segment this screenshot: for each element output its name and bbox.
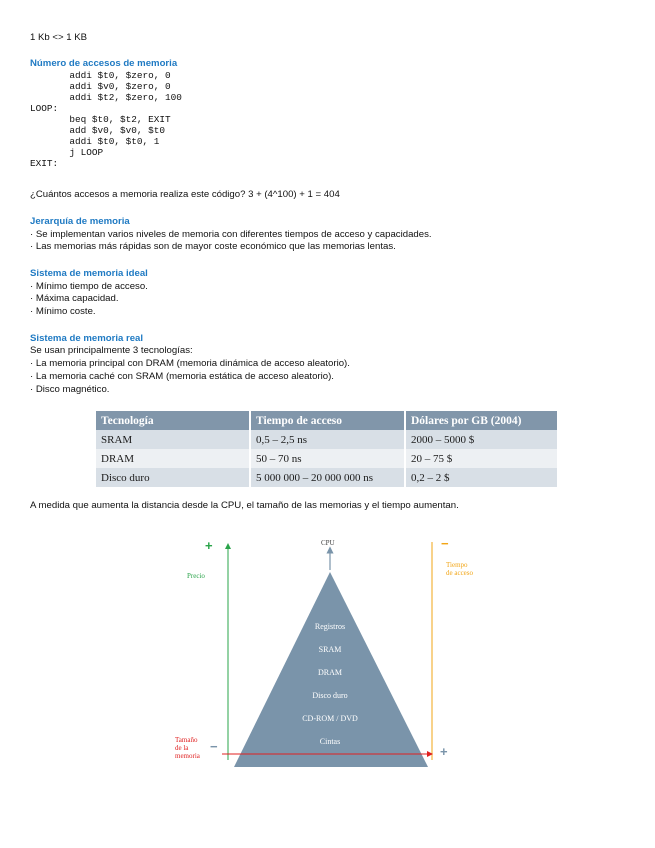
table-cell: Disco duro <box>96 468 250 487</box>
pyramid-level-label: Registros <box>314 622 346 631</box>
heading-accesos: Número de accesos de memoria <box>30 58 178 69</box>
real-intro: Se usan principalmente 3 tecnologías: <box>30 345 193 356</box>
tamano-plus-sign: + <box>440 744 448 759</box>
table-cell: 0,5 – 2,5 ns <box>250 430 405 449</box>
bullet-item: · Se implementan varios niveles de memoria con diferentes tiempos de acceso y capacidades. <box>30 229 432 240</box>
precio-label: Precio <box>187 572 205 580</box>
table-cell: DRAM <box>96 449 250 468</box>
tiempo-minus-sign: − <box>441 536 449 551</box>
table-cell: 20 – 75 $ <box>405 449 557 468</box>
code-line: EXIT: <box>30 158 59 169</box>
question-text: ¿Cuántos accesos a memoria realiza este código? 3 + (4^100) + 1 = 404 <box>30 189 340 200</box>
bullet-item: · Máxima capacidad. <box>30 293 119 304</box>
table-cell: 5 000 000 – 20 000 000 ns <box>250 468 405 487</box>
table-cell: 2000 – 5000 $ <box>405 430 557 449</box>
tamano-label: Tamaño de la memoria <box>175 736 200 760</box>
precio-plus-sign: + <box>205 538 213 553</box>
code-line: j LOOP <box>30 147 104 158</box>
tiempo-label: Tiempo de acceso <box>446 561 474 577</box>
pyramid-level-label: CD-ROM / DVD <box>302 714 358 723</box>
table-cell: 50 – 70 ns <box>250 449 405 468</box>
heading-real: Sistema de memoria real <box>30 333 144 344</box>
code-line: beq $t0, $t2, EXIT <box>30 114 171 125</box>
tamano-minus-sign: − <box>210 739 218 754</box>
bullet-item: · La memoria principal con DRAM (memoria dinámica de acceso aleatorio). <box>30 358 350 369</box>
bullet-item: · Las memorias más rápidas son de mayor coste económico que las memorias lentas. <box>30 241 396 252</box>
pyramid-level-label: Cintas <box>319 737 341 746</box>
bullet-item: · La memoria caché con SRAM (memoria estática de acceso aleatorio). <box>30 371 334 382</box>
bullet-item: · Disco magnético. <box>30 384 110 395</box>
code-line: addi $t2, $zero, 100 <box>30 92 182 103</box>
code-line: LOOP: <box>30 103 59 114</box>
heading-jerarquia: Jerarquía de memoria <box>30 216 130 227</box>
table-cell: 0,2 – 2 $ <box>405 468 557 487</box>
code-line: add $v0, $v0, $t0 <box>30 125 166 136</box>
pyramid-level-label: SRAM <box>318 645 342 654</box>
cpu-label: CPU <box>321 539 335 547</box>
intro-text: 1 Kb <> 1 KB <box>30 32 88 43</box>
pyramid-level-label: DRAM <box>317 668 342 677</box>
code-line: addi $t0, $zero, 0 <box>30 70 171 81</box>
code-line: addi $t0, $t0, 1 <box>30 136 160 147</box>
summary-text: A medida que aumenta la distancia desde la CPU, el tamaño de las memorias y el tiempo aumentan. <box>30 500 459 511</box>
heading-ideal: Sistema de memoria ideal <box>30 268 148 279</box>
pyramid-level-label: Disco duro <box>312 691 348 700</box>
code-line: addi $v0, $zero, 0 <box>30 81 171 92</box>
bullet-item: · Mínimo tiempo de acceso. <box>30 281 148 292</box>
table-header-cell: Tecnología <box>96 411 250 430</box>
table-header-cell: Dólares por GB (2004) <box>405 411 557 430</box>
bullet-item: · Mínimo coste. <box>30 306 96 317</box>
table-cell: SRAM <box>96 430 250 449</box>
table-header-cell: Tiempo de acceso <box>250 411 405 430</box>
